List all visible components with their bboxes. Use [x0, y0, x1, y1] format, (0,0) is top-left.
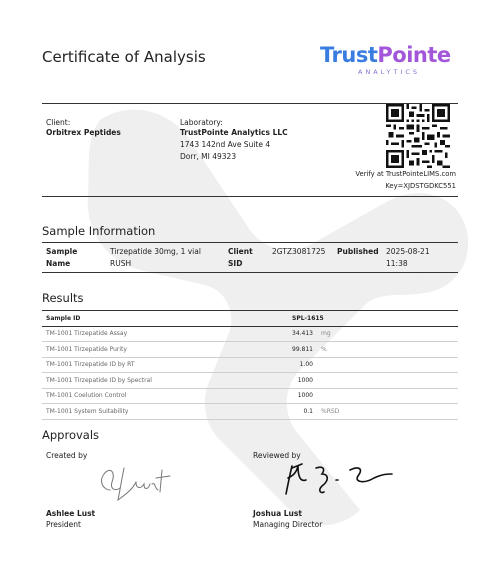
client-name: Orbitrex Peptides	[46, 128, 121, 137]
client-sid-label-line1: Client	[228, 247, 253, 256]
logo-part-pointe: Pointe	[377, 43, 451, 67]
test-unit: %	[317, 342, 458, 358]
creator-name: Ashlee Lust	[46, 509, 96, 518]
signature-joshua-lust	[278, 458, 398, 498]
client-label: Client:	[46, 118, 71, 127]
table-row	[42, 404, 458, 420]
sample-name-value-line2: RUSH	[110, 259, 132, 268]
divider	[42, 196, 458, 197]
results-title: Results	[42, 291, 84, 305]
laboratory-address-line1: 1743 142nd Ave Suite 4	[180, 140, 271, 149]
results-table	[42, 310, 458, 420]
client-sid-value: 2GTZ3081725	[272, 247, 326, 256]
test-unit	[317, 357, 458, 373]
published-date: 2025-08-21	[386, 247, 430, 256]
signature-ashlee-lust	[90, 460, 180, 505]
test-unit	[317, 373, 458, 389]
test-name: TM-1001 Tirzepatide ID by Spectral	[42, 373, 252, 389]
test-unit	[317, 388, 458, 404]
brand-logo	[320, 43, 455, 79]
sample-name-label-line1: Sample	[46, 247, 78, 256]
sample-name-label-line2: Name	[46, 259, 71, 268]
page-title: Certificate of Analysis	[42, 48, 206, 66]
test-value: 1000	[252, 373, 317, 389]
test-unit: %RSD	[317, 404, 458, 420]
laboratory-label: Laboratory:	[180, 118, 223, 127]
table-row	[42, 373, 458, 389]
divider	[42, 242, 458, 243]
test-value: 0.1	[252, 404, 317, 420]
approvals-title: Approvals	[42, 428, 100, 442]
test-name: TM-1001 Tirzepatide ID by RT	[42, 357, 252, 373]
qr-code-icon[interactable]	[386, 104, 450, 168]
logo-part-trust: Trust	[320, 43, 378, 67]
client-sid-label-line2: SID	[228, 259, 243, 268]
table-row	[42, 326, 458, 342]
test-value: 99.811	[252, 342, 317, 358]
sample-name-value-line1: Tirzepatide 30mg, 1 vial	[110, 247, 201, 256]
table-row	[42, 388, 458, 404]
test-name: TM-1001 System Suitability	[42, 404, 252, 420]
reviewed-by-label: Reviewed by	[253, 451, 301, 460]
reviewer-name: Joshua Lust	[253, 509, 302, 518]
published-time: 11:38	[386, 259, 408, 268]
test-name: TM-1001 Tirzepatide Assay	[42, 326, 252, 342]
test-unit: mg	[317, 326, 458, 342]
divider	[42, 272, 458, 273]
sample-id-link[interactable]: SPL-1615	[252, 311, 458, 327]
published-label: Published	[337, 247, 379, 256]
test-name: TM-1001 Coelution Control	[42, 388, 252, 404]
laboratory-address-line2: Dorr, MI 49323	[180, 152, 237, 161]
test-value: 34.413	[252, 326, 317, 342]
test-value: 1000	[252, 388, 317, 404]
creator-title: President	[46, 520, 81, 529]
results-header-row	[42, 311, 458, 327]
verify-link[interactable]: Verify at TrustPointeLIMS.com	[355, 170, 456, 178]
verify-key: Key=XJDSTGDKC551	[385, 182, 456, 190]
sample-information-title: Sample Information	[42, 224, 156, 238]
created-by-label: Created by	[46, 451, 88, 460]
table-row	[42, 357, 458, 373]
test-name: TM-1001 Tirzepatide Purity	[42, 342, 252, 358]
logo-subtitle: ANALYTICS	[358, 68, 421, 76]
laboratory-name: TrustPointe Analytics LLC	[180, 128, 288, 137]
reviewer-title: Managing Director	[253, 520, 323, 529]
test-value: 1.00	[252, 357, 317, 373]
table-row	[42, 342, 458, 358]
sample-id-label: Sample ID	[42, 311, 252, 327]
